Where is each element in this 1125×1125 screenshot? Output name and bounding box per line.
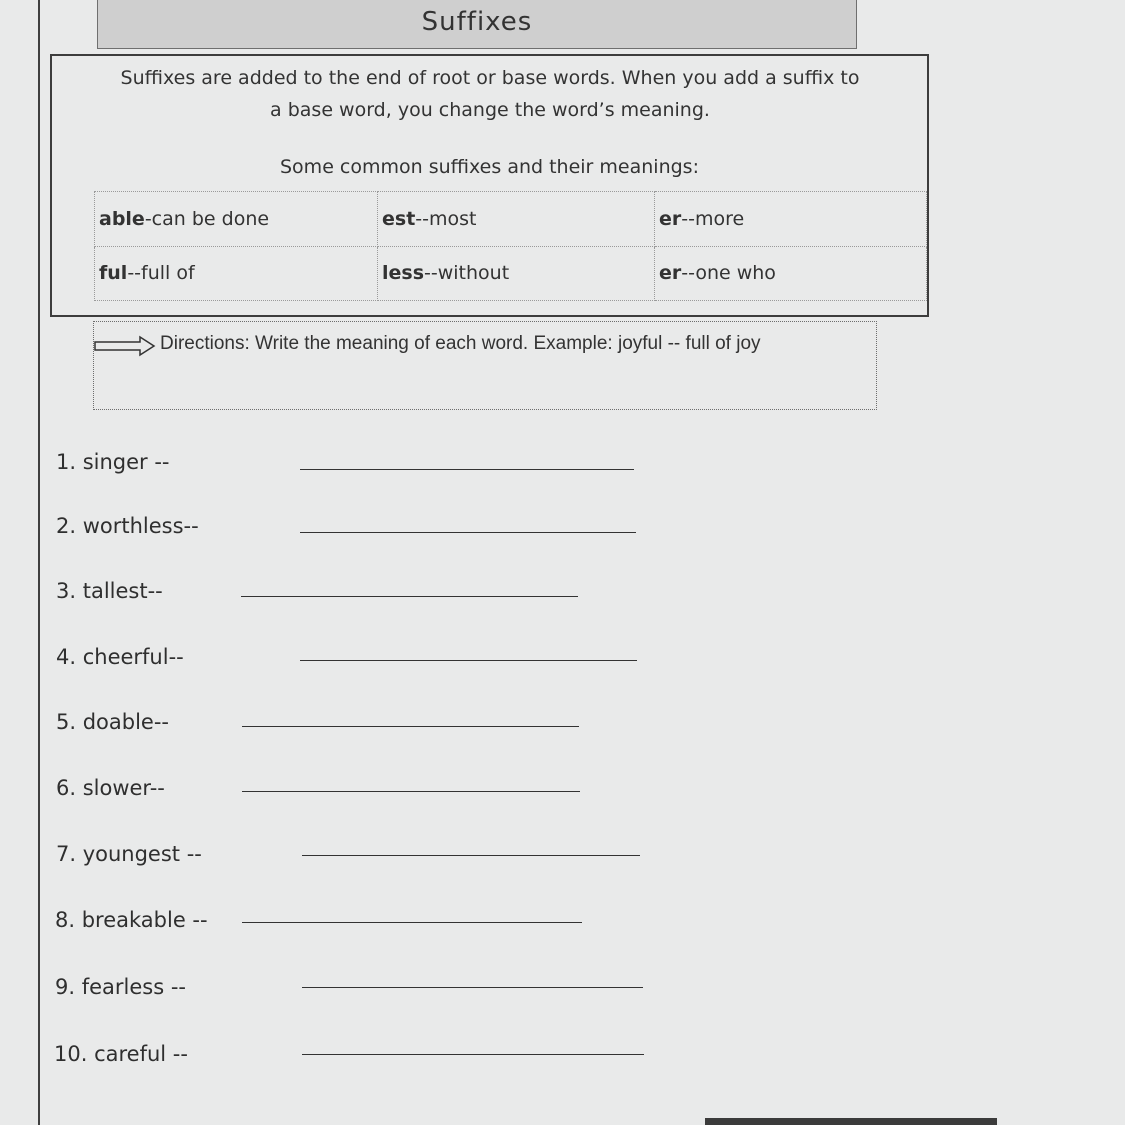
question-label: 2. worthless--	[56, 514, 199, 538]
intro-text	[56, 62, 924, 126]
suffix-term: able	[99, 207, 145, 230]
question-label: 1. singer --	[56, 450, 170, 474]
suffix-cell	[378, 192, 655, 247]
answer-line[interactable]	[300, 469, 634, 470]
suffix-term: less	[382, 262, 425, 285]
suffix-meaning: --more	[681, 207, 745, 230]
directions-text: Directions: Write the meaning of each word. Example: joyful -- full of joy	[160, 333, 761, 354]
suffix-row	[95, 246, 927, 301]
bottom-edge-bar	[705, 1118, 997, 1125]
answer-line[interactable]	[302, 855, 640, 856]
left-margin-line	[38, 0, 40, 1125]
answer-line[interactable]	[300, 532, 636, 533]
suffix-meaning: -can be done	[144, 207, 270, 230]
suffix-meaning: --one who	[681, 262, 776, 285]
question-label: 3. tallest--	[56, 579, 163, 603]
question-label: 7. youngest --	[56, 842, 202, 866]
suffix-table	[94, 191, 927, 301]
intro-line-2: a base word, you change the word’s meaning.	[270, 99, 710, 121]
suffix-cell	[95, 192, 378, 247]
suffix-meaning: --full of	[127, 262, 195, 285]
answer-line[interactable]	[300, 660, 637, 661]
question-label: 9. fearless --	[55, 975, 186, 999]
suffix-cell	[655, 192, 927, 247]
question-label: 4. cheerful--	[56, 645, 184, 669]
suffix-cell	[378, 246, 655, 301]
directions-box	[93, 321, 877, 410]
suffix-term: er	[659, 262, 682, 285]
suffix-heading: Some common suffixes and their meanings:	[280, 156, 699, 178]
answer-line[interactable]	[242, 726, 579, 727]
arrow-right-icon	[94, 335, 156, 357]
answer-line[interactable]	[242, 791, 580, 792]
suffix-row	[95, 192, 927, 247]
suffix-term: er	[659, 207, 682, 230]
suffix-term: est	[382, 207, 416, 230]
info-box	[50, 54, 929, 317]
answer-line[interactable]	[241, 596, 578, 597]
answer-line[interactable]	[242, 922, 582, 923]
question-label: 6. slower--	[56, 776, 165, 800]
question-label: 8. breakable --	[55, 908, 208, 932]
suffix-cell	[655, 246, 927, 301]
suffix-meaning: --most	[415, 207, 477, 230]
suffix-term: ful	[99, 262, 128, 285]
question-label: 5. doable--	[56, 710, 169, 734]
question-label: 10. careful --	[54, 1042, 188, 1066]
intro-line-1: Suffixes are added to the end of root or base words. When you add a suffix to	[120, 67, 860, 89]
answer-line[interactable]	[302, 1054, 644, 1055]
suffix-cell	[95, 246, 378, 301]
suffix-meaning: --without	[424, 262, 510, 285]
answer-line[interactable]	[302, 987, 643, 988]
page-title: Suffixes	[97, 0, 857, 49]
